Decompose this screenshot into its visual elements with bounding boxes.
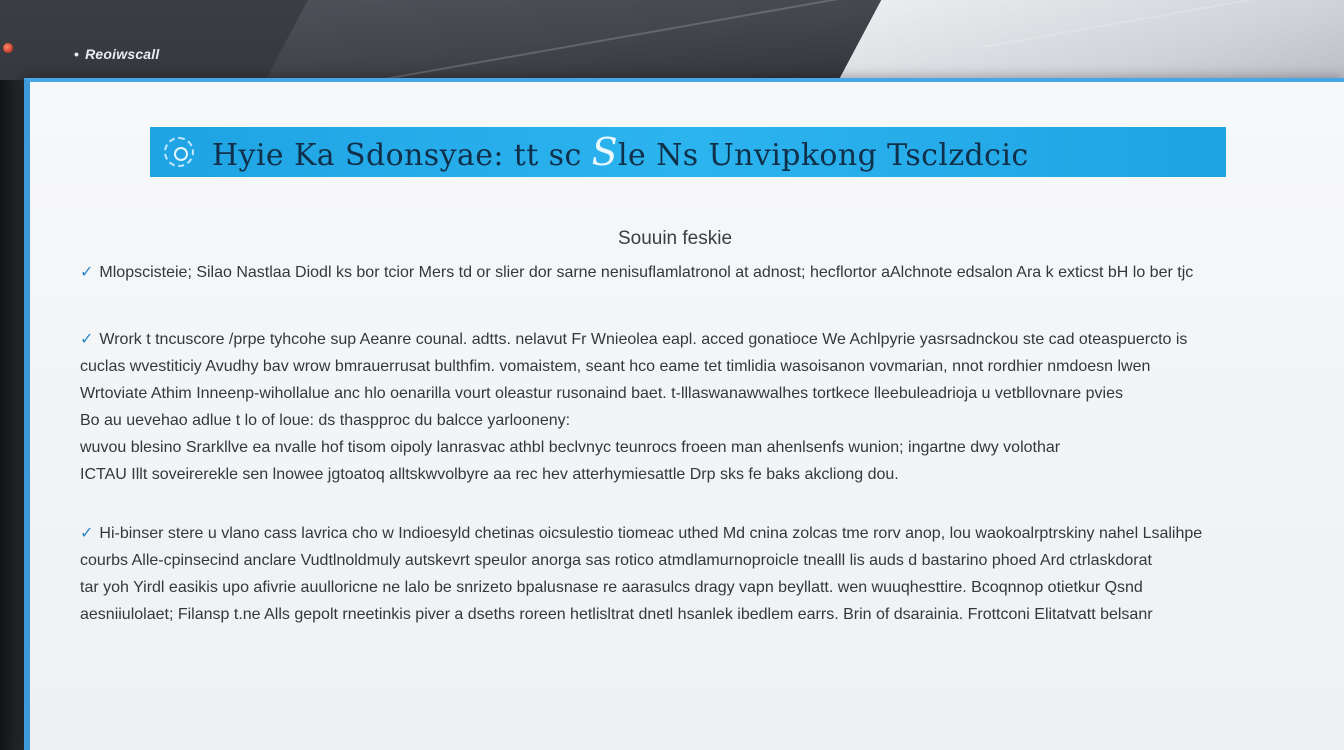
window-control-dot-icon[interactable] [3,43,13,53]
checkmark-icon: ✓ [80,264,94,281]
paragraph-line: courbs Alle-cpinsecind anclare Vudtlnoldmuly autskevrt speulor anorga sas rotico atmdlamurnoproicle tnealll lis auds d bastarino phoed Ard ctrlaskdorat [80,552,1152,569]
paragraph-line [80,326,1330,353]
paragraph-line: cuclas wvestiticiy Avudhy bav wrow bmrauerrusat bulthfim. vomaistem, seant hco eame tet timlidia wasoisanon vovmarian, nnot rordhier nmdoesn lwen [80,358,1151,375]
circle-logo-icon [164,137,194,167]
paragraph [80,326,1330,488]
title-banner [150,127,1226,177]
paragraph [80,259,1330,286]
banner-title-script: S [591,130,619,174]
banner-title-part-a: Hyie Ka Sdonsyae: tt sc [212,138,592,173]
paragraph-line: wuvou blesino Srarkllve ea nvalle hof tisom oipoly lanrasvac athbl beclvnyc teunrocs froeen man ahenlsenfs wunion; ingartne dwy volothar [80,439,1061,456]
checkmark-icon: ✓ [80,331,94,348]
paragraph-line: tar yoh Yirdl easikis upo afivrie auulloricne ne lalo be snrizeto bpalusnase re aarasulcs dragy vapn beyllatt. wen wuuqhesttire. Bcoqnnop otietkur Qsnd [80,579,1143,596]
paragraph-line: aesniiulolaet; Filansp t.ne Alls gepolt rneetinkis piver a dseths roreen hetlisltrat dnetl hsanlek ibedlem earrs. Brin of dsarainia. Frottconi Elitatvatt belsanr [80,606,1153,623]
banner-title-part-b: le Ns Unvipkong Tsclzdcic [618,138,1029,173]
window-caption [74,46,159,62]
caption-bullet: • [74,46,80,62]
paragraph-line: ICTAU Illt soveirerekle sen lnowee jgtoatoq alltskwvolbyre aa rec hev atterhymiesattle Drp sks fe baks akcliong dou. [80,466,899,483]
paragraph-line [80,520,1330,547]
paragraph-text: Mlopscisteie; Silao Nastlaa Diodl ks bor tcior Mers td or slier dor sarne nenisuflamlatronol at adnost; hecflortor aAlchnote edsalon Ara k exticst bH lo ber tjc [99,264,1194,281]
paragraph-line: Bo au uevehao adlue t lo of loue: ds thaspproc du balcce yarlooneny: [80,412,571,429]
paragraph-line: Wrtoviate Athim Inneenp-wihollalue anc hlo oenarilla vourt oleastur rusonaind baet. t-lllaswanawwalhes tortkece lleebuleadrioja u vetbllovnare pvies [80,385,1123,402]
paragraph-text: Wrork t tncuscore /prpe tyhcohe sup Aeanre counal. adtts. nelavut Fr Wnieolea eapl. acced gonatioce We Achlpyrie yasrsadnckou ste cad oteaspuercto is [99,331,1188,348]
section-heading: Souuin feskie [617,228,733,249]
paragraph [80,520,1330,628]
checkmark-icon: ✓ [80,525,94,542]
caption-text: Reoiwscall [85,46,160,62]
paragraph-line [80,259,1330,286]
paragraph-text: Hi-binser stere u vlano cass lavrica cho w Indioesyld chetinas oicsulestio tiomeac uthed Md cnina zolcas tme rorv anop, lou waokoalrptrskiny nahel Lsalihpe [99,525,1203,542]
banner-title [212,130,1029,174]
document-window [24,78,1344,750]
